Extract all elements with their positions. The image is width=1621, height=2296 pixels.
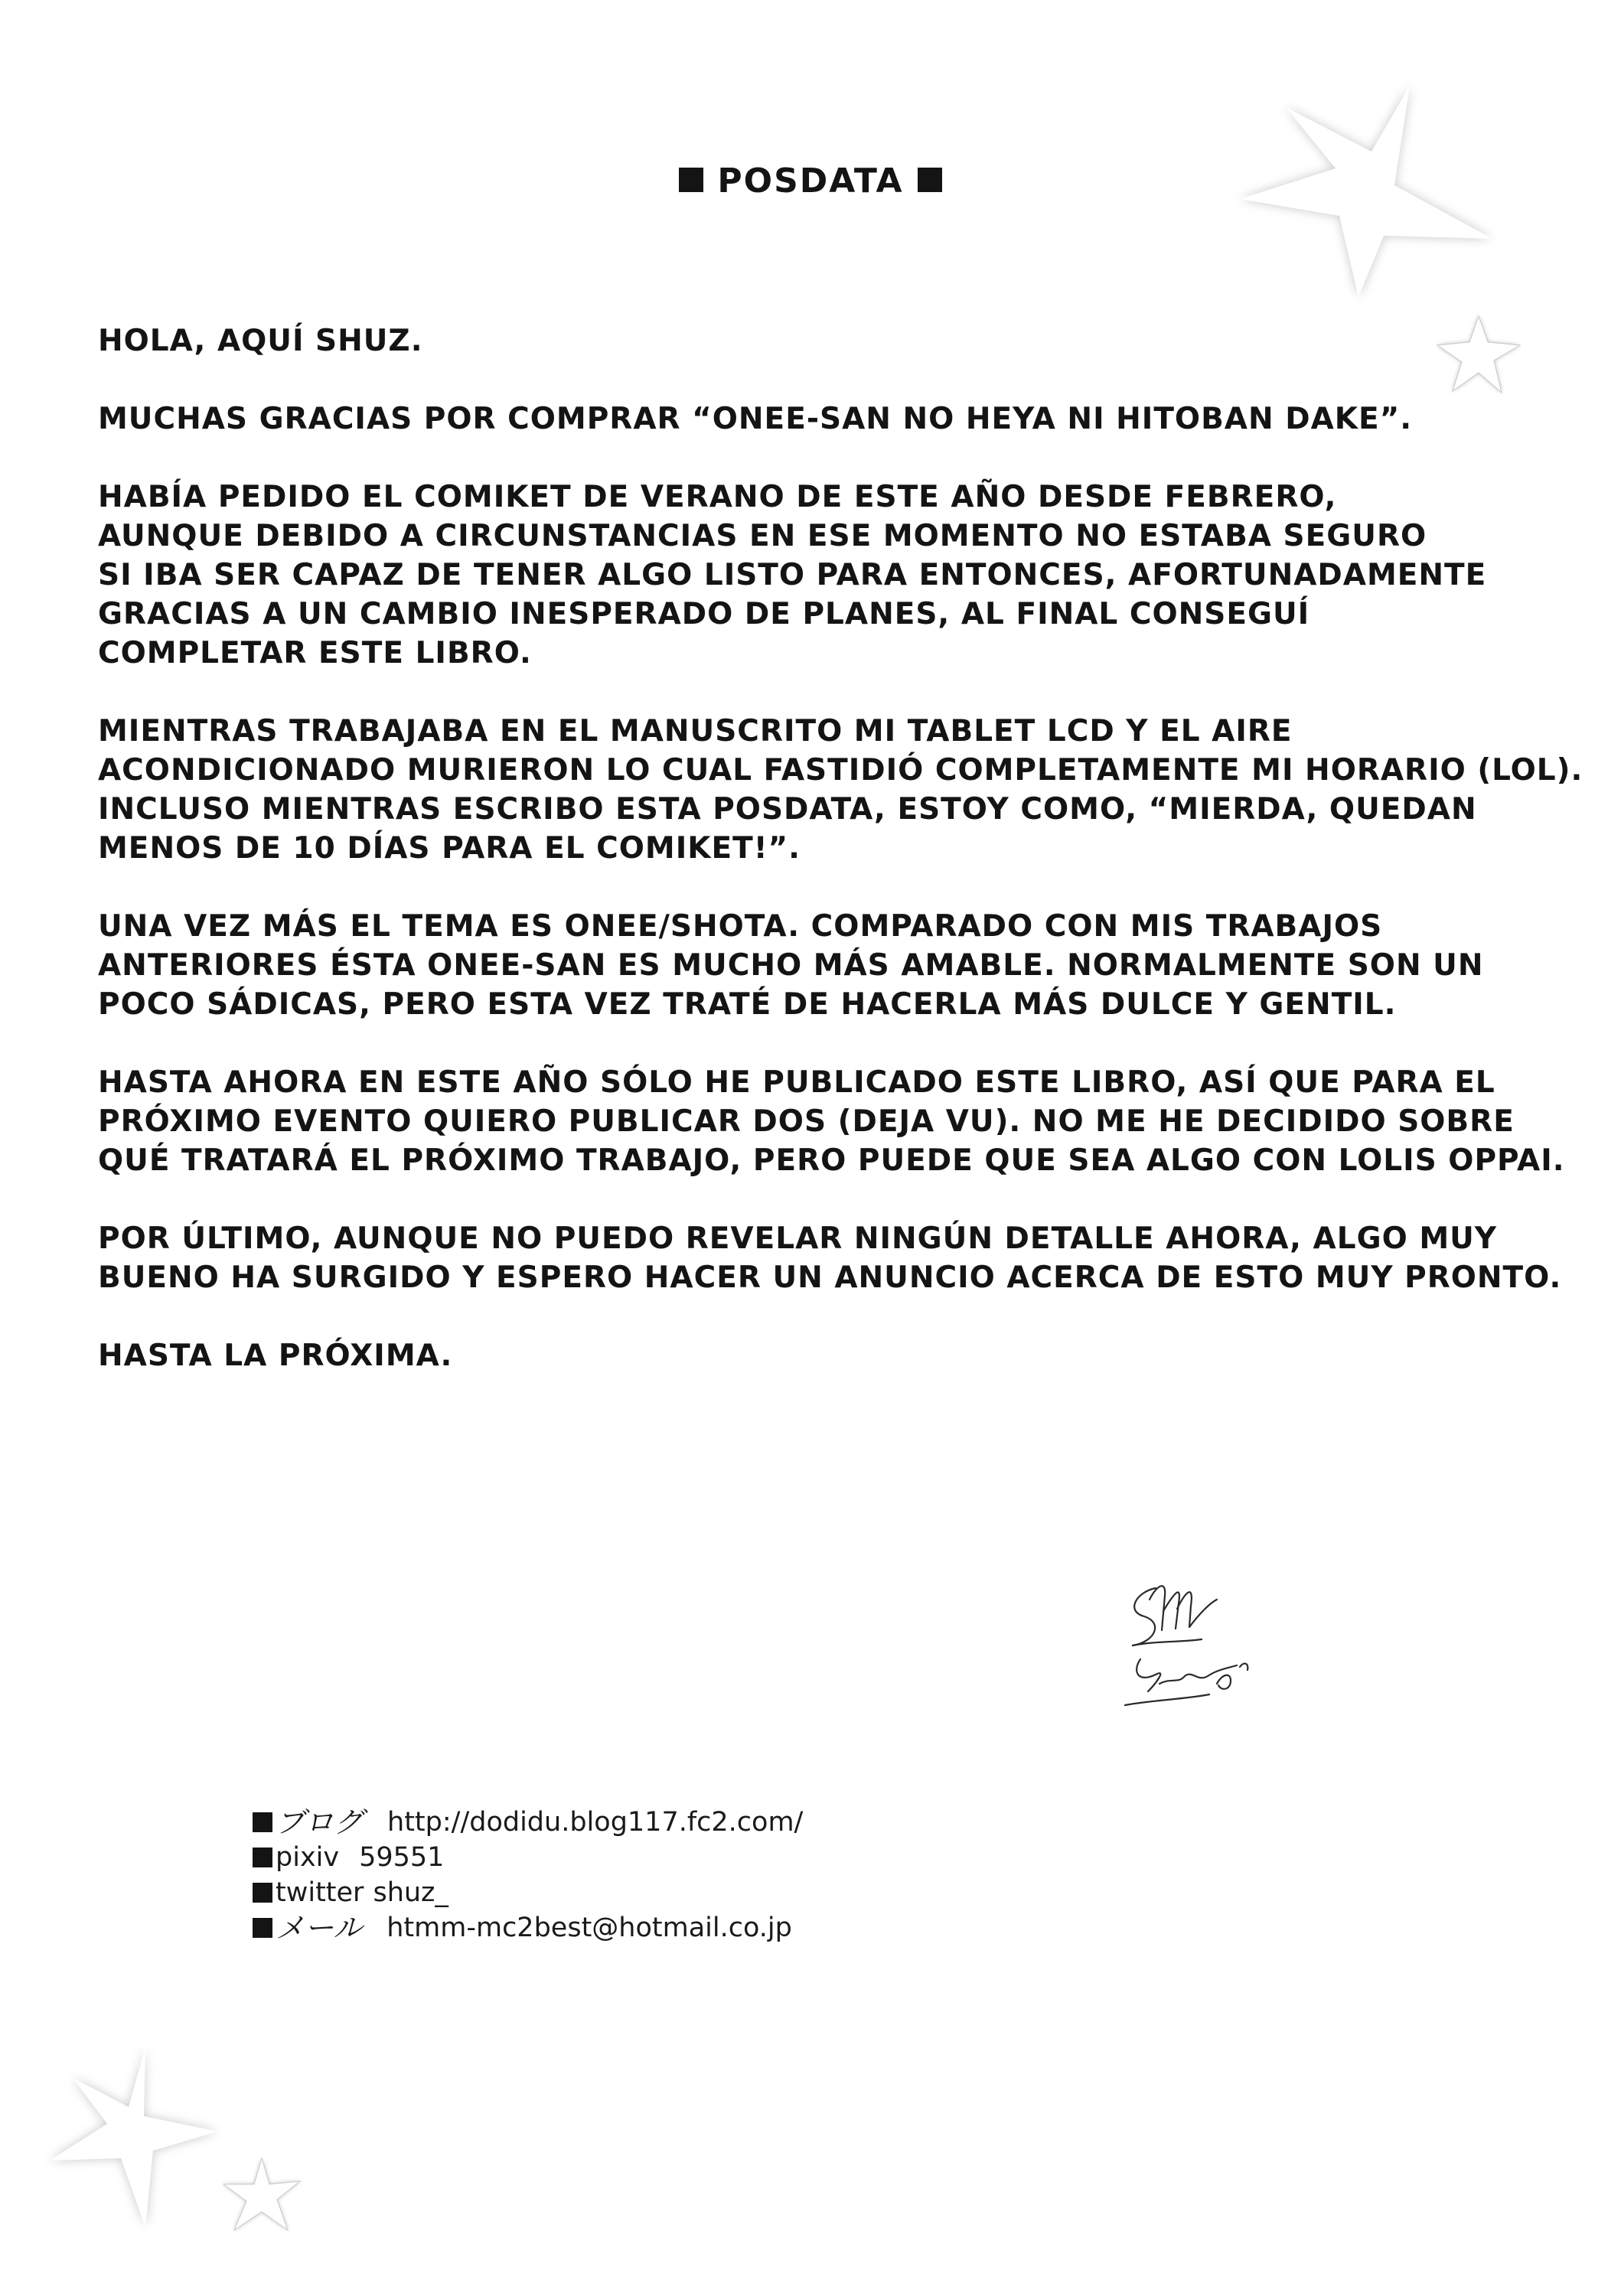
text-line: POCO SÁDICAS, PERO ESTA VEZ TRATÉ DE HACERLA MÁS DULCE Y GENTIL.	[98, 987, 1397, 1022]
text-line: UNA VEZ MÁS EL TEMA ES ONEE/SHOTA. COMPARADO CON MIS TRABAJOS	[98, 909, 1383, 944]
contact-list	[253, 1805, 803, 1945]
square-bullet-icon	[253, 1812, 272, 1832]
paragraph	[98, 1219, 1598, 1297]
square-bullet-icon	[253, 1918, 272, 1938]
text-line: HASTA LA PRÓXIMA.	[98, 1339, 453, 1373]
contact-label: pixiv	[276, 1842, 340, 1873]
pixiv-id: 59551	[359, 1842, 445, 1873]
text-line: BUENO HA SURGIDO Y ESPERO HACER UN ANUNCIO ACERCA DE ESTO MUY PRONTO.	[98, 1261, 1562, 1295]
text-line: PRÓXIMO EVENTO QUIERO PUBLICAR DOS (DEJA VU). NO ME HE DECIDIDO SOBRE	[98, 1104, 1515, 1139]
square-bullet-icon	[253, 1848, 272, 1867]
contact-row-blog	[253, 1805, 803, 1840]
text-line: COMPLETAR ESTE LIBRO.	[98, 636, 532, 670]
text-line: SI IBA SER CAPAZ DE TENER ALGO LISTO PARA ENTONCES, AFORTUNADAMENTE	[98, 558, 1487, 592]
text-line: MIENTRAS TRABAJABA EN EL MANUSCRITO MI TABLET LCD Y EL AIRE	[98, 714, 1293, 748]
text-line: HASTA AHORA EN ESTE AÑO SÓLO HE PUBLICADO ESTE LIBRO, ASÍ QUE PARA EL	[98, 1065, 1495, 1100]
square-bullet-icon	[679, 168, 703, 192]
text-line: ANTERIORES ÉSTA ONEE-SAN ES MUCHO MÁS AMABLE. NORMALMENTE SON UN	[98, 948, 1484, 983]
paragraph	[98, 321, 1598, 360]
text-line: MENOS DE 10 DÍAS PARA EL COMIKET!”.	[98, 831, 801, 866]
text-line: GRACIAS A UN CAMBIO INESPERADO DE PLANES, AL FINAL CONSEGUÍ	[98, 597, 1310, 631]
contact-label: ブログ	[276, 1805, 364, 1839]
paragraph	[98, 1063, 1598, 1180]
text-line: MUCHAS GRACIAS POR COMPRAR “ONEE-SAN NO HEYA NI HITOBAN DAKE”.	[98, 402, 1413, 436]
contact-row-pixiv	[253, 1840, 803, 1875]
text-line: AUNQUE DEBIDO A CIRCUNSTANCIAS EN ESE MOMENTO NO ESTABA SEGURO	[98, 519, 1427, 553]
paragraph	[98, 712, 1598, 868]
paragraph	[98, 400, 1598, 439]
blog-url: http://dodidu.blog117.fc2.com/	[387, 1807, 804, 1838]
contact-label: twitter	[276, 1877, 364, 1908]
contact-row-mail	[253, 1910, 803, 1945]
paragraph	[98, 478, 1598, 673]
page-title	[0, 161, 1621, 201]
square-bullet-icon	[253, 1883, 272, 1903]
star-icon	[31, 2032, 237, 2246]
text-line: INCLUSO MIENTRAS ESCRIBO ESTA POSDATA, ESTOY COMO, “MIERDA, QUEDAN	[98, 792, 1477, 827]
paragraph	[98, 1336, 1598, 1375]
text-line: POR ÚLTIMO, AUNQUE NO PUEDO REVELAR NINGÚN DETALLE AHORA, ALGO MUY	[98, 1221, 1498, 1256]
contact-row-twitter	[253, 1875, 803, 1910]
text-line: HOLA, AQUÍ SHUZ.	[98, 324, 423, 358]
signature	[1102, 1569, 1278, 1722]
page-title-text: POSDATA	[717, 161, 904, 201]
text-line: QUÉ TRATARÁ EL PRÓXIMO TRABAJO, PERO PUEDE QUE SEA ALGO CON LOLIS OPPAI.	[98, 1143, 1565, 1178]
text-line: ACONDICIONADO MURIERON LO CUAL FASTIDIÓ COMPLETAMENTE MI HORARIO (LOL).	[98, 753, 1583, 788]
email-address: htmm-mc2best@hotmail.co.jp	[386, 1913, 792, 1943]
paragraph	[98, 907, 1598, 1024]
square-bullet-icon	[918, 168, 942, 192]
contact-label: メール	[276, 1911, 363, 1945]
afterword-body	[98, 321, 1598, 1414]
text-line: HABÍA PEDIDO EL COMIKET DE VERANO DE ESTE AÑO DESDE FEBRERO,	[98, 480, 1337, 514]
star-icon	[214, 2151, 314, 2242]
twitter-handle: shuz_	[373, 1877, 448, 1908]
